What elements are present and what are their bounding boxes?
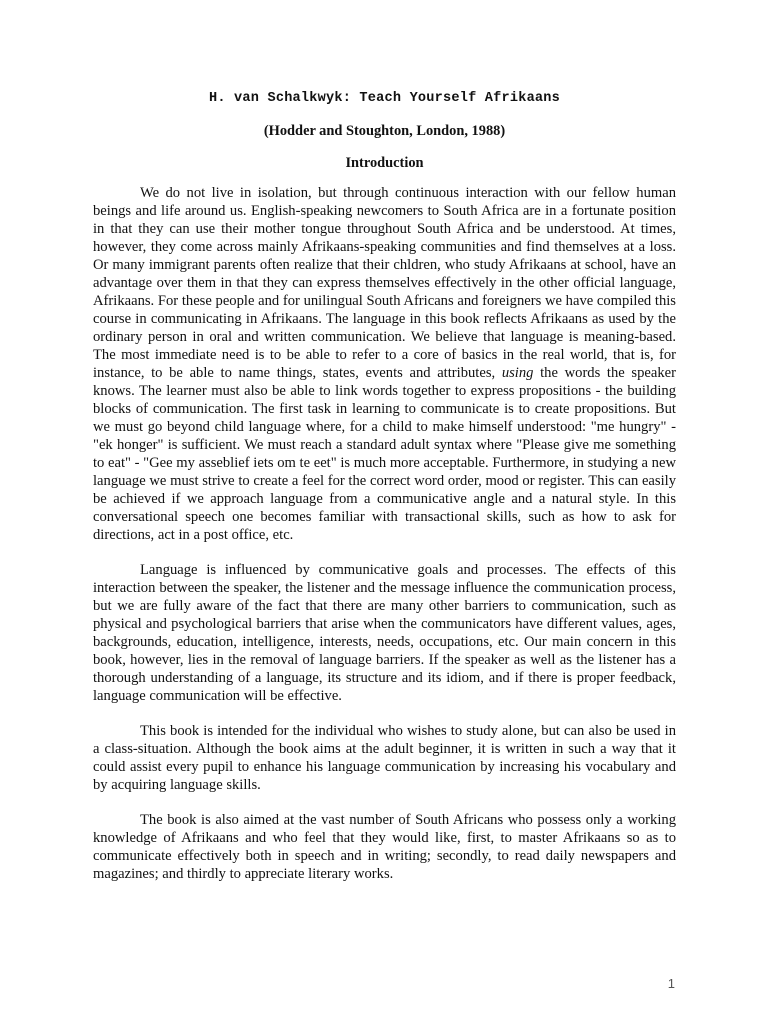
paragraph-text: We do not live in isolation, but through continuous interaction with our fellow human beings and life around us. English-speaking newcomers to South Africa are in a fortunate position in that they can use their mother tongue throughout South Africa and be understood. At times, however, they come across mainly Afrikaans-speaking communities and find themselves at a loss. Or many immigrant parents often realize that their chldren, who study Afrikaans at school, have an advantage over them in that they can express themselves effectively in the other official language, Afrikaans. For these people and for unilingual South Africans and foreigners we have compiled this course in communicating in Afrikaans. The language in this book reflects Afrikaans as used by the ordinary person in oral and written communication. We believe that language is meaning-based. The most immediate need is to be able to refer to a core of basics in the real world, that is, for instance, to be able to name things, states, events and attributes, <box>93 185 676 381</box>
paragraph-aims: The book is also aimed at the vast number of South Africans who possess only a working knowledge of Afrikaans and who feel that they would like, first, to master Afrikaans so as to communicate effectively both in speech and in writing; secondly, to read daily newspapers and magazines; and thirdly to appreciate literary works. <box>93 812 676 882</box>
paragraph-text: the words the speaker knows. The learner must also be able to link words together to express propositions - the building blocks of communication. The first task in learning to communicate is to create propositions. But we must go beyond child language where, for a child to make himself understood: "me hungry" - "ek honger" is sufficient. We must reach a standard adult syntax where "Please give me something to eat" - "Gee my asseblief iets om te eet" is much more acceptable. Furthermore, in studying a new language we must strive to create a feel for the correct word order, mood or register. This can easily be achieved if we approach language from a communicative angle and a natural style. In this conversational speech one becomes familiar with transactional skills, such as how to ask for directions, act in a post office, etc. <box>93 365 676 543</box>
paragraph-audience: This book is intended for the individual who wishes to study alone, but can also be used in a class-situation. Although the book aims at the adult beginner, it is written in such a way that it could assist every pupil to enhance his language communication by increasing his vocabulary and by acquiring language skills. <box>93 723 676 793</box>
italic-emphasis: using <box>501 365 534 381</box>
document-page <box>93 90 676 900</box>
publisher-line: (Hodder and Stoughton, London, 1988) <box>263 123 506 139</box>
paragraph-language-influence: Language is influenced by communicative goals and processes. The effects of this interaction between the speaker, the listener and the message influence the communication process, but we are fully aware of the fact that there are many other barriers to communication, such as physical and psychological barriers that arise when the communicators have different values, ages, backgrounds, education, intelligence, interests, needs, occupations, etc. Our main concern in this book, however, lies in the removal of language barriers. If the speaker as well as the listener has a thorough understanding of a language, its structure and its idiom, and if there is proper feedback, language communication will be effective. <box>93 562 676 704</box>
document-title: H. van Schalkwyk: Teach Yourself Afrikaans <box>208 91 561 106</box>
section-heading: Introduction <box>345 155 424 171</box>
page-number: 1 <box>667 976 675 991</box>
paragraph-intro <box>93 184 676 544</box>
